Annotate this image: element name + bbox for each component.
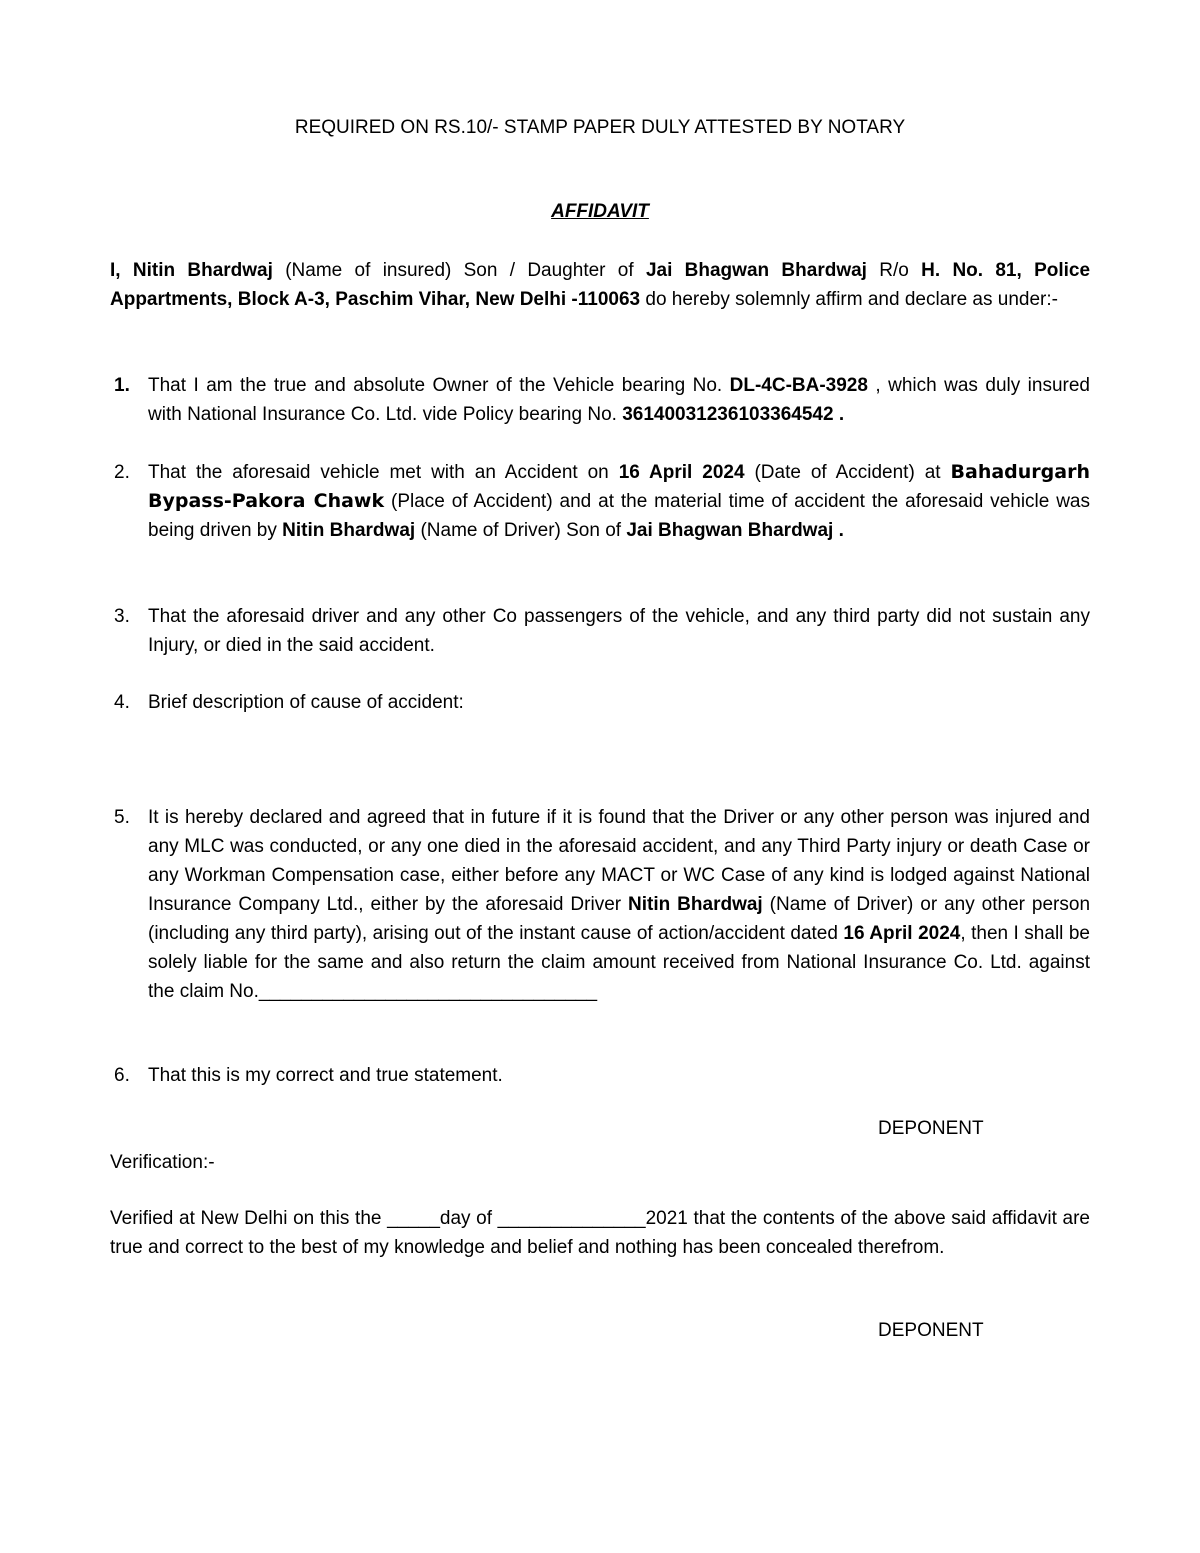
clause-text: , which was duly insured with National Insurance Co. Ltd. vide Policy bearing No. bbox=[148, 375, 1090, 425]
insured-father-name: Jai Bhagwan Bhardwaj bbox=[645, 260, 867, 281]
clause-number: 6. bbox=[114, 1065, 130, 1086]
verification-label: Verification:- bbox=[110, 1152, 215, 1173]
clause-number: 4. bbox=[114, 692, 130, 713]
clause-text: . bbox=[838, 404, 845, 425]
verification-text: Verified at New Delhi on this the _____day of ______________2021 that the contents of the above said affidavit are true and correct to the best of my knowledge and belief and nothing has been concealed therefrom. bbox=[110, 1208, 1090, 1258]
policy-number: 36140031236103364542 bbox=[622, 404, 834, 425]
resident-of-label: R/o bbox=[879, 260, 909, 281]
clause-number: 3. bbox=[114, 606, 130, 627]
insured-name: Nitin Bhardwaj bbox=[132, 260, 273, 281]
deponent-signature-1: DEPONENT bbox=[878, 1118, 984, 1139]
stamp-paper-header: REQUIRED ON RS.10/- STAMP PAPER DULY ATTESTED BY NOTARY bbox=[294, 117, 906, 138]
driver-name: Nitin Bhardwaj bbox=[628, 894, 763, 915]
clause-1 bbox=[114, 371, 1090, 429]
clause-text: It is hereby declared and agreed that in future if it is found that the Driver or any other person was injured and any MLC was conducted, or any one died in the aforesaid accident, and any Third Party injury or death Case or any Workman Compensation case, either before any MACT or WC Case of any kind is lodged against National Insurance Company Ltd., either by the aforesaid Driver bbox=[148, 807, 1090, 915]
clause-text: , then I shall be solely liable for the same and also return the claim amount received from National Insurance Co. Ltd. against the claim No. bbox=[148, 923, 1090, 1002]
clause-text: (Name of Driver) Son of bbox=[420, 520, 622, 541]
intro-i: I, bbox=[110, 260, 121, 281]
clause-5 bbox=[114, 803, 1091, 1006]
intro-paragraph bbox=[110, 256, 1090, 314]
accident-date: 16 April 2024 bbox=[843, 923, 961, 944]
vehicle-number: DL-4C-BA-3928 bbox=[729, 375, 868, 396]
clause-text: That the aforesaid driver and any other Co passengers of the vehicle, and any third party did not sustain any Injury, or died in the said accident. bbox=[148, 606, 1090, 656]
clause-text: That I am the true and absolute Owner of the Vehicle bearing No. bbox=[148, 375, 723, 396]
clause-number: 5. bbox=[114, 807, 130, 828]
clause-4 bbox=[114, 688, 1090, 717]
document-title bbox=[0, 197, 1200, 226]
insured-address: H. No. 81, Police Appartments, Block A-3, Paschim Vihar, New Delhi -110063 bbox=[110, 260, 1091, 310]
clause-6 bbox=[114, 1061, 1090, 1090]
clause-number: 2. bbox=[114, 462, 130, 483]
clause-number: 1. bbox=[114, 375, 130, 396]
accident-date: 16 April 2024 bbox=[618, 462, 745, 483]
clause-text: (Date of Accident) at bbox=[754, 462, 941, 483]
title-text: AFFIDAVIT bbox=[551, 201, 649, 222]
clause-text: Brief description of cause of accident: bbox=[148, 692, 464, 713]
accident-place: Bahadurgarh Bypass-Pakora Chawk bbox=[148, 461, 1090, 512]
clause-text: (Place of Accident) and at the material time of accident the aforesaid vehicle was being driven by bbox=[148, 491, 1091, 541]
insured-name-note: (Name of insured) Son / Daughter of bbox=[285, 260, 634, 281]
intro-tail: do hereby solemnly affirm and declare as under:- bbox=[645, 289, 1058, 310]
deponent-signature-2: DEPONENT bbox=[878, 1320, 984, 1341]
driver-father-name: Jai Bhagwan Bhardwaj . bbox=[626, 520, 844, 541]
clause-3 bbox=[114, 602, 1090, 660]
claim-number-blank: ________________________________ bbox=[258, 981, 598, 1002]
clause-2 bbox=[114, 458, 1091, 545]
clause-text: That this is my correct and true statement. bbox=[148, 1065, 503, 1086]
driver-name: Nitin Bhardwaj bbox=[282, 520, 416, 541]
clause-text: That the aforesaid vehicle met with an Accident on bbox=[148, 462, 609, 483]
clause-text: (Name of Driver) or any other person (including any third party), arising out of the instant cause of action/accident dated bbox=[148, 894, 1091, 944]
